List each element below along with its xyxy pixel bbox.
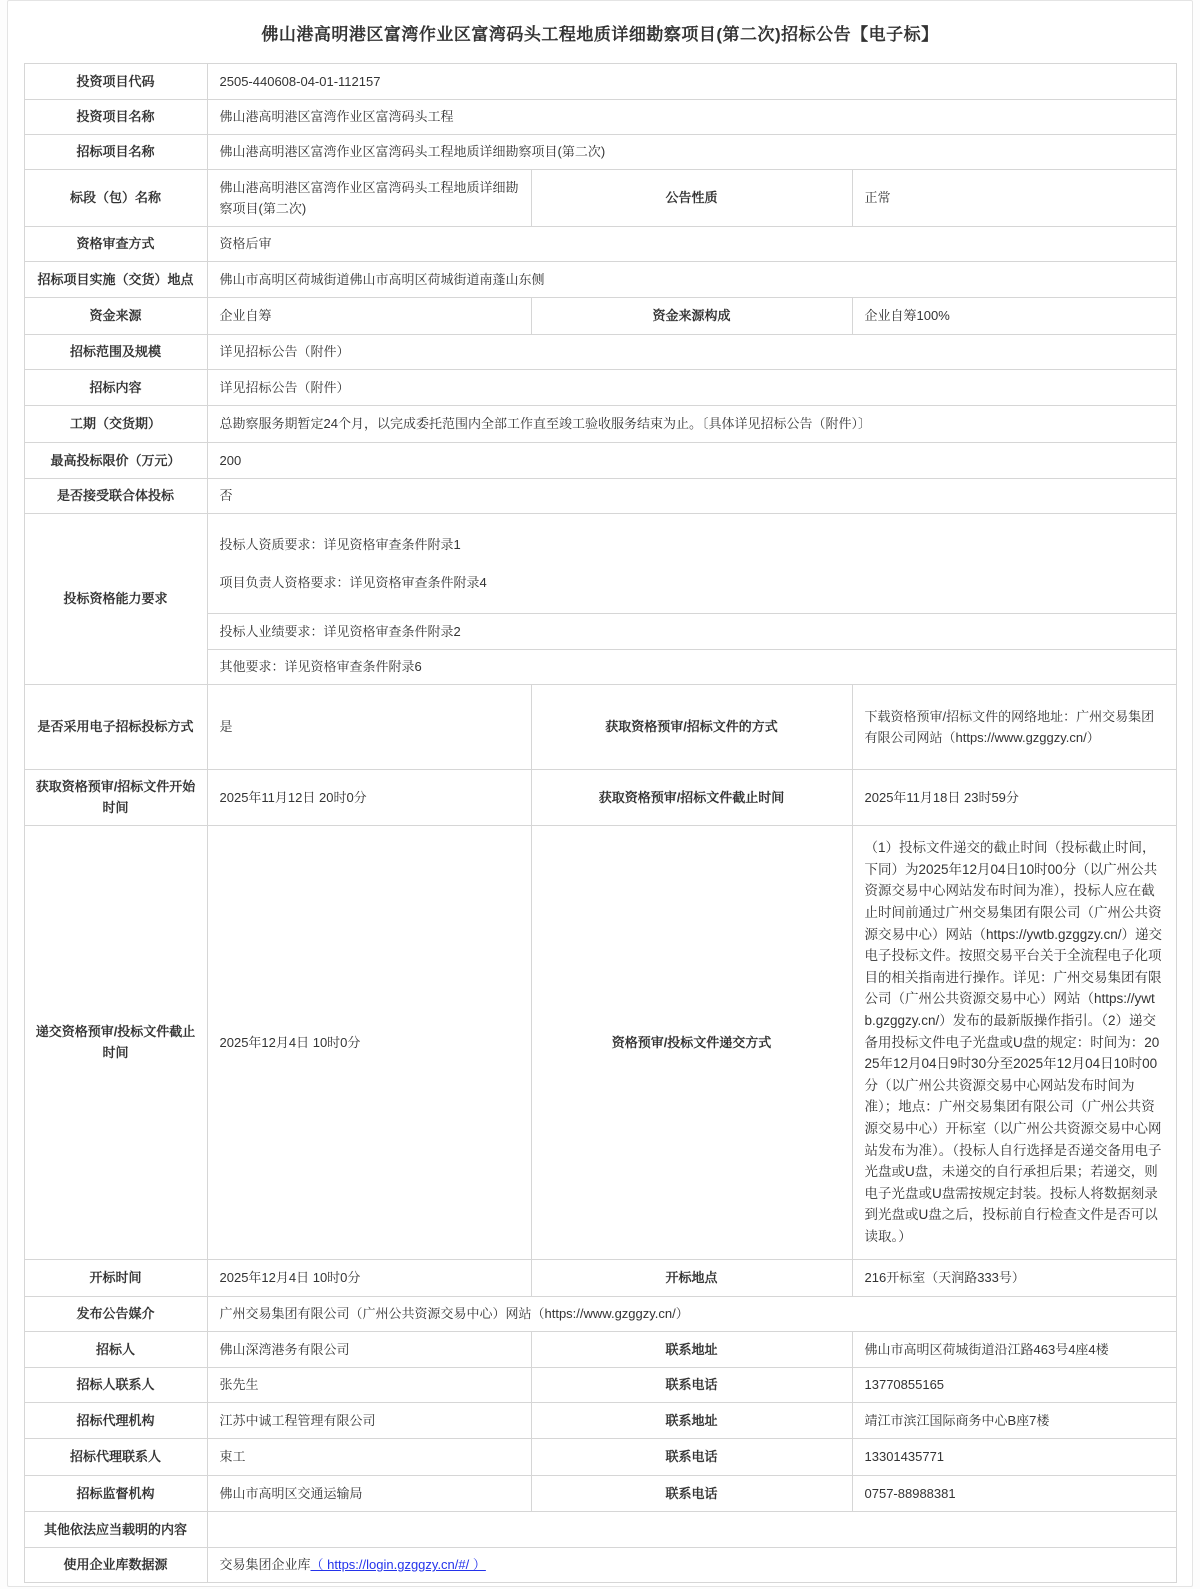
other-content-value [207, 1511, 1176, 1547]
supervisor-value: 佛山市高明区交通运输局 [207, 1475, 531, 1511]
table-row [24, 1367, 1176, 1402]
qualification-review-value: 资格后审 [207, 227, 1176, 262]
doc-obtain-method-value: 下载资格预审/招标文件的网络地址：广州交易集团有限公司网站（https://www.gzggzy.cn/） [852, 685, 1176, 770]
table-row [24, 1402, 1176, 1438]
datasource-label: 使用企业库数据源 [24, 1547, 207, 1582]
bid-opening-time-label: 开标时间 [24, 1259, 207, 1296]
project-code-value: 2505-440608-04-01-112157 [207, 64, 1176, 100]
media-value: 广州交易集团有限公司（广州公共资源交易中心）网站（https://www.gzggzy.cn/） [207, 1296, 1176, 1331]
project-leader-req: 项目负责人资格要求：详见资格审查条件附录4 [219, 575, 487, 590]
supervisor-label: 招标监督机构 [24, 1475, 207, 1511]
tenderer-phone-label: 联系电话 [531, 1367, 852, 1402]
table-row [24, 227, 1176, 262]
content-value: 详见招标公告（附件） [207, 370, 1176, 406]
consortium-label: 是否接受联合体投标 [24, 479, 207, 514]
funding-composition-label: 资金来源构成 [531, 298, 852, 335]
table-row [24, 1331, 1176, 1367]
table-row [24, 406, 1176, 443]
table-row [24, 335, 1176, 370]
content-label: 招标内容 [24, 370, 207, 406]
electronic-bidding-value: 是 [207, 685, 531, 770]
tenderer-address-value: 佛山市高明区荷城街道沿江路463号4座4楼 [852, 1331, 1176, 1367]
table-row [24, 135, 1176, 170]
funding-source-value: 企业自筹 [207, 298, 531, 335]
page-title: 佛山港高明港区富湾作业区富湾码头工程地质详细勘察项目(第二次)招标公告【电子标】 [261, 24, 939, 44]
tender-notice-table [24, 63, 1177, 1583]
location-label: 招标项目实施（交货）地点 [24, 262, 207, 298]
submit-deadline-value: 2025年12月4日 10时0分 [207, 825, 531, 1259]
bidder-performance-req: 投标人业绩要求：详见资格审查条件附录2 [207, 614, 1176, 650]
table-row [24, 1259, 1176, 1296]
tenderer-value: 佛山深湾港务有限公司 [207, 1331, 531, 1367]
other-content-label: 其他依法应当载明的内容 [24, 1511, 207, 1547]
datasource-link[interactable]: （ https://login.gzggzy.cn/#/ ） [310, 1557, 486, 1573]
funding-composition-value: 企业自筹100% [852, 298, 1176, 335]
notice-nature-value: 正常 [852, 170, 1176, 227]
media-label: 发布公告媒介 [24, 1296, 207, 1331]
datasource-prefix: 交易集团企业库 [219, 1557, 311, 1573]
table-row [24, 1296, 1176, 1331]
table-row [24, 1438, 1176, 1475]
tenderer-contact-value: 张先生 [207, 1367, 531, 1402]
max-price-value: 200 [207, 443, 1176, 479]
tenderer-phone-value: 13770855165 [852, 1367, 1176, 1402]
table-row [24, 1511, 1176, 1547]
project-name-label: 投资项目名称 [24, 100, 207, 135]
tender-project-name-label: 招标项目名称 [24, 135, 207, 170]
supervisor-phone-label: 联系电话 [531, 1475, 852, 1511]
submit-method-value: （1）投标文件递交的截止时间（投标截止时间，下同）为2025年12月04日10时00分（以广州公共资源交易中心网站发布时间为准），投标人应在截止时间前通过广州交易集团有限公司（广州公共资源交易中心）网站（https://ywtb.gzggzy.cn/）递交电子投标文件。按照交易平台关于全流程电子化项目的相关指南进行操作。详见：广州交易集团有限公司（广州公共资源交易中心）网站（https://ywtb.gzggzy.cn/）发布的最新版操作指引。（2）递交备用投标文件电子光盘或U盘的规定：时间为：2025年12月04日9时30分至2025年12月04日10时00分（以广州公共资源交易中心网站发布时间为准）；地点：广州交易集团有限公司（广州公共资源交易中心）开标室（以广州公共资源交易中心网站发布为准）。（投标人自行选择是否递交备用电子光盘或U盘，未递交的自行承担后果；若递交，则电子光盘或U盘需按规定封装。投标人将数据刻录到光盘或U盘之后，投标前自行检查文件是否可以读取。） [852, 825, 1176, 1259]
notice-nature-label: 公告性质 [531, 170, 852, 227]
agency-address-value: 靖江市滨江国际商务中心B座7楼 [852, 1402, 1176, 1438]
table-row [24, 1475, 1176, 1511]
table-row [24, 514, 1176, 614]
bid-opening-place-label: 开标地点 [531, 1259, 852, 1296]
table-row [24, 170, 1176, 227]
agency-contact-label: 招标代理联系人 [24, 1438, 207, 1475]
agency-phone-value: 13301435771 [852, 1438, 1176, 1475]
table-row [24, 1547, 1176, 1582]
table-row [24, 443, 1176, 479]
page-frame [7, 0, 1193, 1587]
table-row [24, 298, 1176, 335]
agency-label: 招标代理机构 [24, 1402, 207, 1438]
section-name-value: 佛山港高明港区富湾作业区富湾码头工程地质详细勘察项目(第二次) [207, 170, 531, 227]
bid-opening-time-value: 2025年12月4日 10时0分 [207, 1259, 531, 1296]
agency-phone-label: 联系电话 [531, 1438, 852, 1475]
project-name-value: 佛山港高明港区富湾作业区富湾码头工程 [207, 100, 1176, 135]
table-row [24, 370, 1176, 406]
agency-value: 江苏中诚工程管理有限公司 [207, 1402, 531, 1438]
doc-end-time-value: 2025年11月18日 23时59分 [852, 770, 1176, 826]
table-row [24, 685, 1176, 770]
qualification-req-label: 投标资格能力要求 [24, 514, 207, 685]
doc-start-time-label: 获取资格预审/招标文件开始时间 [24, 770, 207, 826]
duration-value: 总勘察服务期暂定24个月，以完成委托范围内全部工作直至竣工验收服务结束为止。〔具体详见招标公告（附件）〕 [207, 406, 1176, 443]
section-name-label: 标段（包）名称 [24, 170, 207, 227]
table-row [24, 825, 1176, 1259]
max-price-label: 最高投标限价（万元） [24, 443, 207, 479]
datasource-value [207, 1547, 1176, 1582]
tenderer-address-label: 联系地址 [531, 1331, 852, 1367]
agency-address-label: 联系地址 [531, 1402, 852, 1438]
table-row [24, 64, 1176, 100]
tenderer-contact-label: 招标人联系人 [24, 1367, 207, 1402]
bidder-qualification-req: 投标人资质要求：详见资格审查条件附录1 [219, 536, 461, 552]
table-row [24, 479, 1176, 514]
qualification-review-label: 资格审查方式 [24, 227, 207, 262]
bid-opening-place-value: 216开标室（天润路333号） [852, 1259, 1176, 1296]
supervisor-phone-value: 0757-88988381 [852, 1475, 1176, 1511]
other-req: 其他要求：详见资格审查条件附录6 [207, 650, 1176, 685]
scope-label: 招标范围及规模 [24, 335, 207, 370]
tender-project-name-value: 佛山港高明港区富湾作业区富湾码头工程地质详细勘察项目(第二次) [207, 135, 1176, 170]
project-code-label: 投资项目代码 [24, 64, 207, 100]
table-row [24, 262, 1176, 298]
tenderer-label: 招标人 [24, 1331, 207, 1367]
scope-value: 详见招标公告（附件） [207, 335, 1176, 370]
electronic-bidding-label: 是否采用电子招标投标方式 [24, 685, 207, 770]
submit-deadline-label: 递交资格预审/投标文件截止时间 [24, 825, 207, 1259]
doc-end-time-label: 获取资格预审/招标文件截止时间 [531, 770, 852, 826]
table-row [24, 100, 1176, 135]
doc-obtain-method-label: 获取资格预审/招标文件的方式 [531, 685, 852, 770]
location-value: 佛山市高明区荷城街道佛山市高明区荷城街道南蓬山东侧 [207, 262, 1176, 298]
doc-start-time-value: 2025年11月12日 20时0分 [207, 770, 531, 826]
consortium-value: 否 [207, 479, 1176, 514]
qualification-req-value-1 [207, 514, 1176, 614]
duration-label: 工期（交货期） [24, 406, 207, 443]
agency-contact-value: 束工 [207, 1438, 531, 1475]
table-row [24, 770, 1176, 826]
funding-source-label: 资金来源 [24, 298, 207, 335]
submit-method-label: 资格预审/投标文件递交方式 [531, 825, 852, 1259]
